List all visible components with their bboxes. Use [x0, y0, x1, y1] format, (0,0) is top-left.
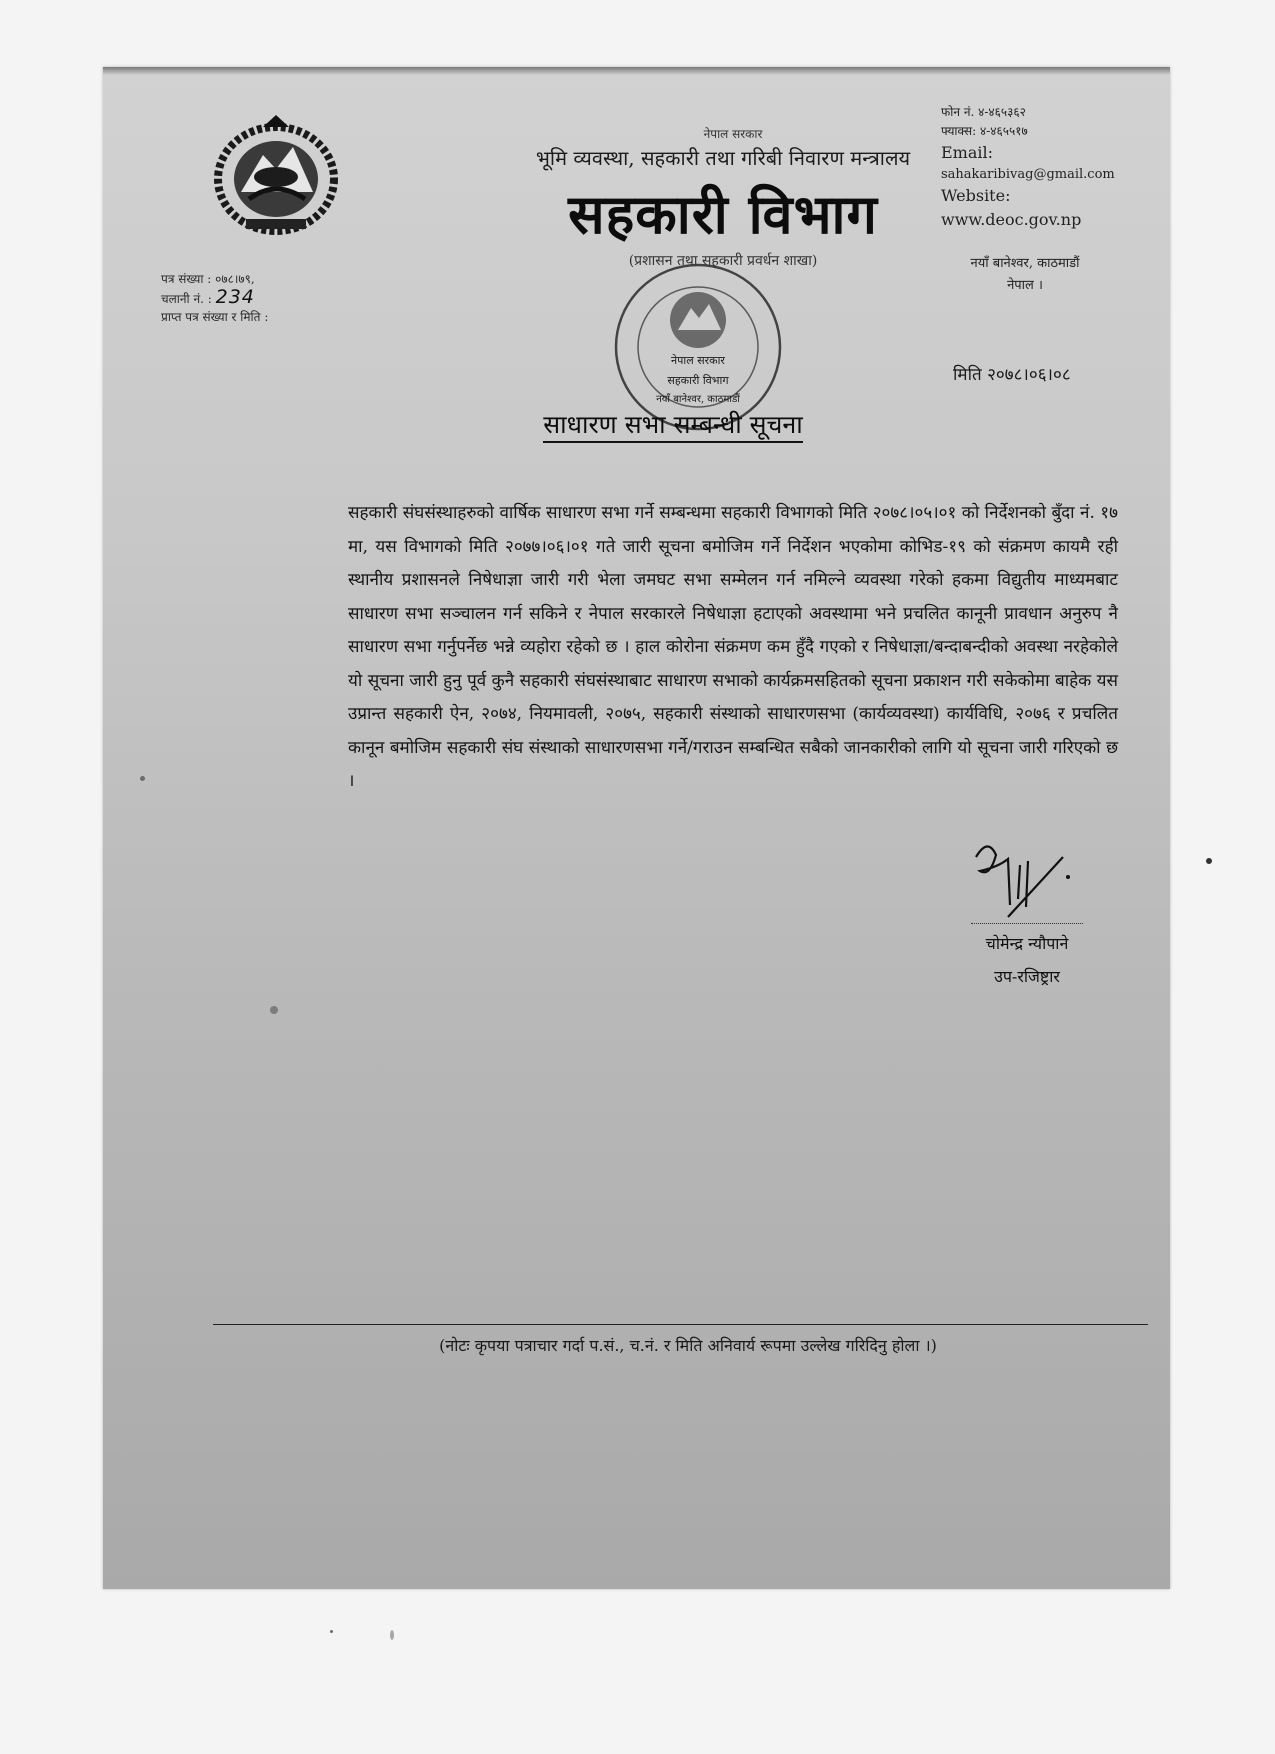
- stamp-line-1: नेपाल सरकार: [671, 354, 725, 367]
- fax: फ्याक्स: ४-४६५५१७: [941, 124, 1028, 138]
- department-name: सहकारी विभाग: [568, 183, 878, 246]
- emblem-icon: [201, 107, 351, 247]
- stamp-line-3: नयाँ बानेश्वर, काठमाडौं: [656, 394, 740, 405]
- footer-note: (नोटः कृपया पत्राचार गर्दा प.सं., च.नं. र मिति अनिवार्य रूपमा उल्लेख गरिदिनु होला ।): [439, 1336, 937, 1355]
- scan-speck: [140, 776, 145, 781]
- signer-title: उप-रजिष्ट्रार: [994, 967, 1060, 986]
- notice-title: [393, 407, 953, 441]
- government-name: नेपाल सरकार: [703, 127, 763, 141]
- website-url: www.deoc.gov.np: [941, 210, 1082, 229]
- signer-name: चोमेन्द्र न्यौपाने: [985, 934, 1069, 953]
- signature-block: [853, 837, 1083, 1017]
- scan-speck: [330, 1630, 333, 1633]
- notice-title-text: साधारण सभा सम्बन्धी सूचना: [543, 410, 803, 443]
- signature-line: [971, 923, 1083, 924]
- letter-number: पत्र संख्या : ०७८।७९,: [161, 272, 255, 286]
- website-label: Website:: [941, 186, 1011, 205]
- letter-sheet: [103, 67, 1170, 1589]
- received-label: प्राप्त पत्र संख्या र मिति :: [161, 310, 269, 324]
- address-line-1: नयाँ बानेश्वर, काठमाडौं: [970, 256, 1080, 271]
- email-label: Email:: [941, 143, 994, 162]
- national-emblem: [201, 107, 351, 247]
- signature-mark: [968, 837, 1088, 932]
- dispatch-label: चलानी नं. :: [161, 292, 212, 306]
- scan-speck: [390, 1630, 394, 1640]
- dispatch-number: 234: [215, 286, 255, 308]
- branch-name: (प्रशासन तथा सहकारी प्रवर्धन शाखा): [628, 253, 818, 269]
- address-block: [925, 253, 1125, 297]
- footer-divider: [213, 1324, 1148, 1325]
- dispatch-row: [161, 288, 381, 308]
- letter-date: मिति २०७८।०६।०८: [953, 365, 1071, 385]
- contact-block: [941, 103, 1156, 232]
- address-line-2: नेपाल ।: [1007, 278, 1043, 293]
- phone: फोन नं. ४-४६५३६२: [941, 105, 1026, 119]
- stamp-line-2: सहकारी विभाग: [667, 374, 729, 387]
- notice-body: सहकारी संघसंस्थाहरुको वार्षिक साधारण सभा गर्ने सम्बन्धमा सहकारी विभागको मिति २०७८।०५।०१ को निर्देशनको बुँदा नं. १७ मा, यस विभागको मिति २०७७।०६।०१ गते जारी सूचना बमोजिम गर्ने निर्देशन भएकोमा कोभिड-१९ को संक्रमण कायमै रही स्थानीय प्रशासनले निषेधाज्ञा जारी गरी भेला जमघट सभा सम्मेलन गर्न नमिल्ने व्यवस्था गरेको हकमा विद्युतीय माध्यमबाट साधारण सभा सञ्चालन गर्न सकिने र नेपाल सरकारले निषेधाज्ञा हटाएको अवस्थामा भने प्रचलित कानूनी प्रावधान अनुरुप नै साधारण सभा गर्नुपर्नेछ भन्ने व्यहोरा रहेको छ । हाल कोरोना संक्रमण कम हुँदै गएको र निषेधाज्ञा/बन्दाबन्दीको अवस्था नरहेकोले यो सूचना जारी हुनु पूर्व कुनै सहकारी संघसंस्थाबाट साधारण सभाको कार्यक्रमसहितको सूचना प्रकाशन गरी सकेकोमा बाहेक यस उप्रान्त सहकारी ऐन, २०७४, नियमावली, २०७५, सहकारी संस्थाको साधारणसभा (कार्यव्यवस्था) कार्यविधि, २०७६ र प्रचलित कानून बमोजिम सहकारी संघ संस्थाको साधारणसभा गर्ने/गराउन सम्बन्धित सबैको जानकारीको लागि यो सूचना जारी गरिएको छ ।: [348, 503, 1118, 791]
- scan-edge: [103, 67, 1170, 75]
- email-address: sahakaribivag@gmail.com: [941, 167, 1115, 182]
- scan-speck: [1206, 858, 1212, 864]
- scan-speck: [270, 1006, 278, 1014]
- ministry-name: भूमि व्यवस्था, सहकारी तथा गरिबी निवारण मन्त्रालय: [535, 146, 911, 170]
- reference-block: [161, 270, 381, 326]
